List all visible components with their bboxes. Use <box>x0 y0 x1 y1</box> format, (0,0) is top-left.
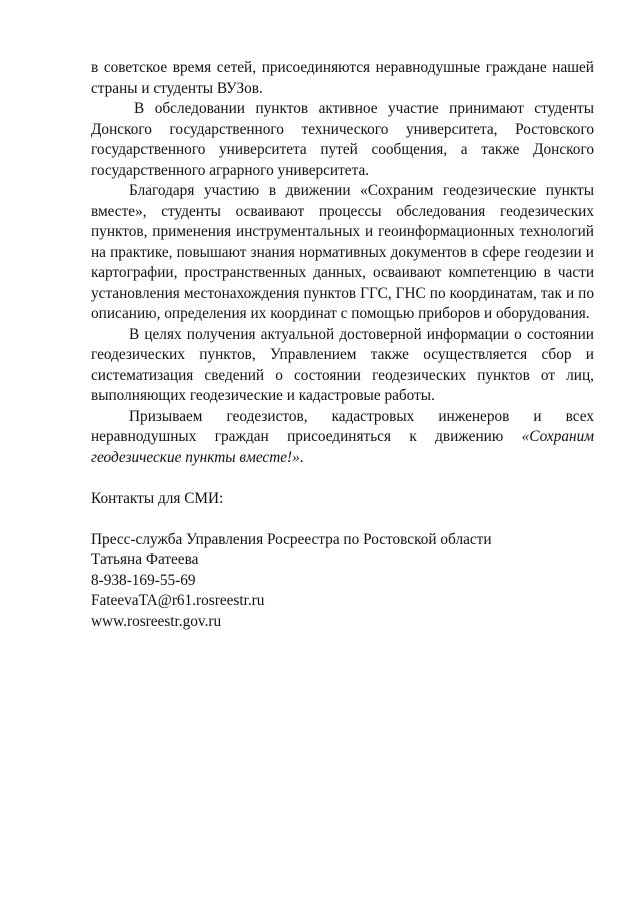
paragraph-students-benefits: Благодаря участию в движении «Сохраним геодезические пункты вместе», студенты осваивают процессы обследования геодезических пунктов, применения инструментальных и геоинформационных технологий на практике, повышают знания нормативных документов в сфере геодезии и картографии, пространственных данных, осваивают компетенцию в части установления местонахождения пунктов ГГС, ГНС по координатам, так и по описанию, определения их координат с помощью приборов и оборудования. <box>91 182 594 322</box>
paragraph-participants: В обследовании пунктов активное участие принимают студенты Донского государственного технического университета, Ростовского государственного университета путей сообщения, а также Донского государственного аграрного университета. <box>91 100 594 179</box>
paragraph-intro: в советское время сетей, присоединяются неравнодушные граждане нашей страны и студенты ВУЗов. <box>91 59 594 97</box>
call-to-action-tail: . <box>299 448 304 466</box>
movement-name: «Сохраним геодезические пункты вместе!» <box>91 428 594 466</box>
paragraph-data-collection: В целях получения актуальной достоверной информации о состоянии геодезических пунктов, Управлением также осуществляется сбор и систематизация сведений о состоянии геодезических пунктов от лиц, выполняющих геодезические и кадастровые работы. <box>91 325 594 404</box>
contact-website[interactable]: www.rosreestr.gov.ru <box>91 612 222 630</box>
contact-organization: Пресс-служба Управления Росреестра по Ростовской области <box>91 530 492 548</box>
contact-block <box>91 530 594 633</box>
contact-email[interactable]: FateevaTA@r61.rosreestr.ru <box>91 592 265 609</box>
contact-phone: 8-938-169-55-69 <box>91 571 196 589</box>
paragraph-call-to-action <box>91 407 594 469</box>
document-page <box>91 58 594 632</box>
contacts-title: Контакты для СМИ: <box>91 489 224 507</box>
call-to-action-text: Призываем геодезистов, кадастровых инженеров и всех неравнодушных граждан присоединяться к движению <box>91 407 594 445</box>
contact-person: Татьяна Фатеева <box>91 551 199 568</box>
